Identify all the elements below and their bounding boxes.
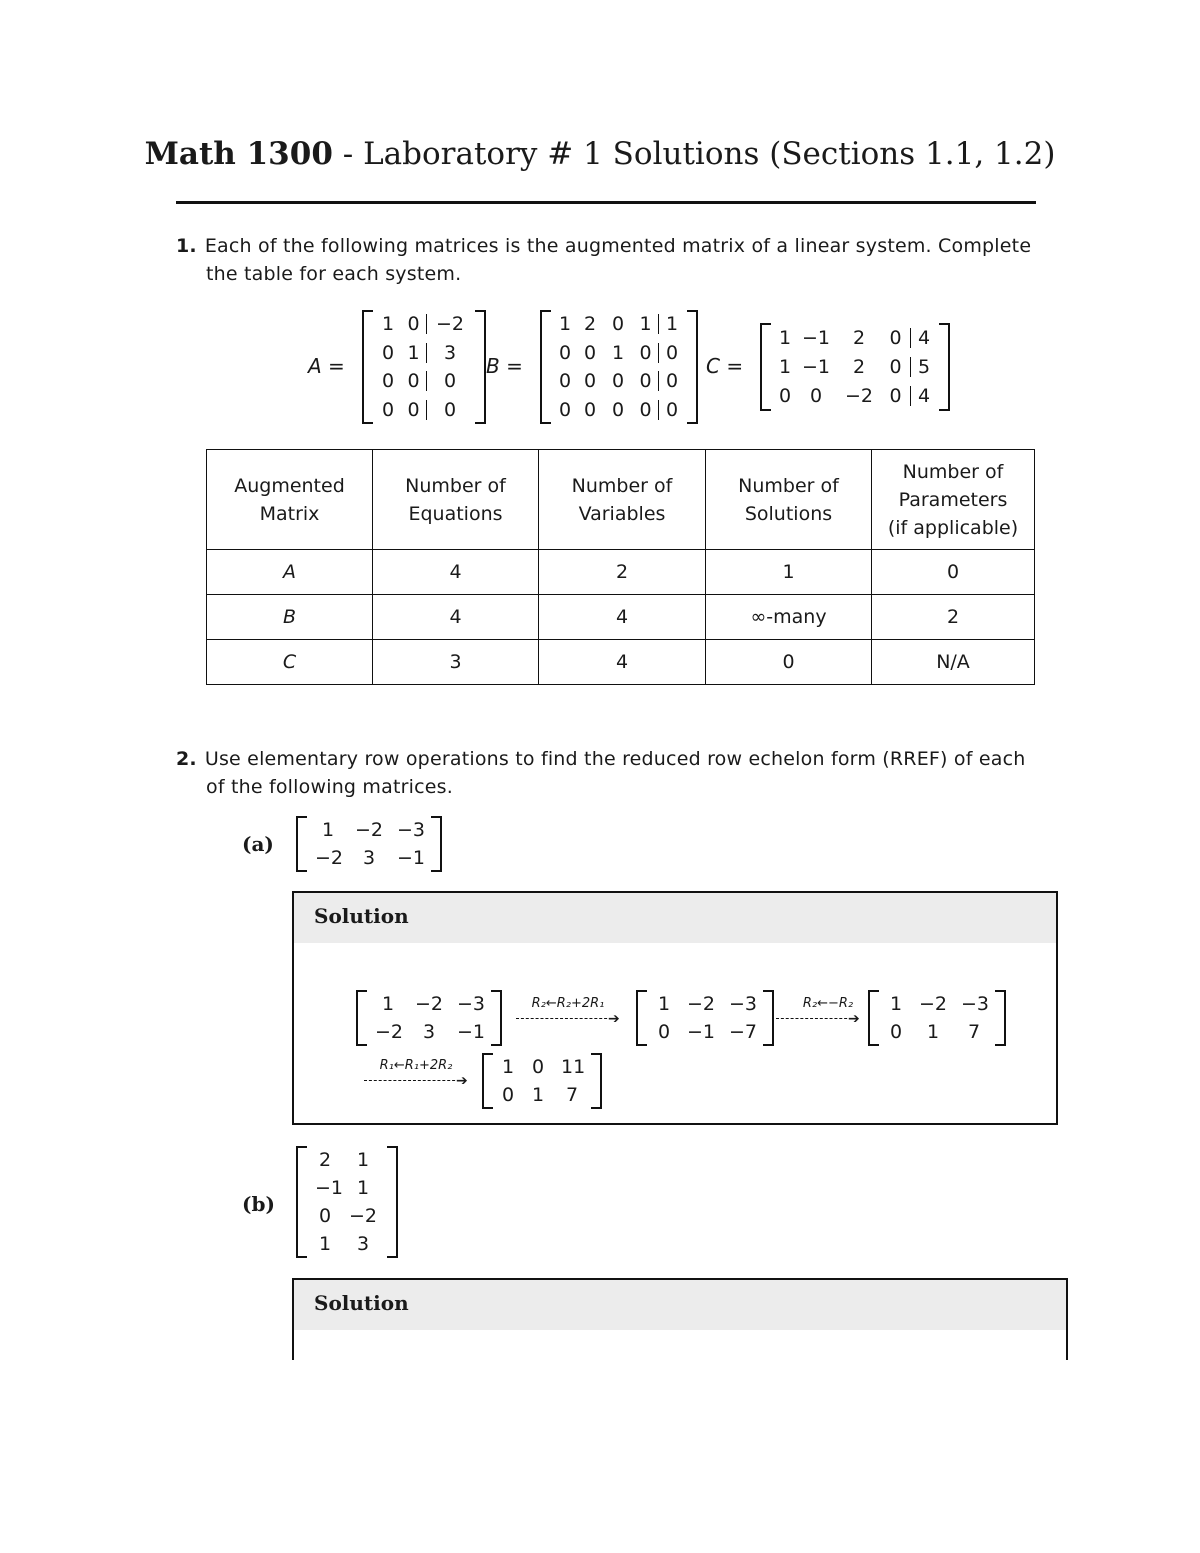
solution-box-b: [292, 1278, 1068, 1360]
matrix-entry: 0: [881, 386, 911, 406]
matrix-entry: 7: [565, 1084, 579, 1106]
solution-a-matrix-start: [356, 990, 502, 1046]
matrix-entry: 0: [401, 314, 427, 334]
matrix-entry: −3: [457, 993, 486, 1015]
matrix-entry: −2: [354, 819, 383, 841]
matrix-entry: 0: [611, 370, 625, 393]
matrix-entry: −2: [686, 993, 715, 1015]
matrix-entry: 0: [381, 370, 395, 393]
table-cell: B: [207, 595, 373, 640]
solution-a-matrix-rref: [482, 1053, 602, 1109]
matrix-entry: 11: [561, 1056, 586, 1078]
matrix-entry: 1: [531, 1084, 545, 1106]
matrix-entry: 3: [362, 847, 376, 869]
matrix-entry: 0: [401, 371, 427, 391]
table-cell: 4: [539, 595, 706, 640]
row-op-arrow-2: R₂←−R₂ ➔: [774, 996, 882, 1036]
matrix-entry: 0: [583, 370, 597, 393]
matrix-entry: 5: [917, 355, 931, 378]
matrix-entry: 1: [318, 1233, 332, 1255]
table-cell: 4: [373, 595, 539, 640]
matrix-entry: −1: [457, 1021, 486, 1043]
matrix-entry: 2: [852, 326, 866, 349]
question-2: [176, 745, 1076, 801]
question-1-text-line2: the table for each system.: [206, 263, 462, 285]
matrix-entry: 0: [583, 398, 597, 421]
part-a-label: (a): [242, 832, 274, 856]
table-cell: 2: [539, 550, 706, 595]
matrix-entry: −2: [315, 847, 344, 869]
matrix-entry: 1: [665, 313, 679, 336]
matrix-entry: −2: [844, 385, 873, 408]
matrix-a: [362, 310, 486, 424]
part-b-matrix: [296, 1146, 398, 1258]
matrix-entry: 1: [356, 1149, 370, 1171]
matrix-entry: 0: [381, 341, 395, 364]
question-1-text-line1: Each of the following matrices is the augmented matrix of a linear system. Complete: [204, 235, 1032, 257]
matrix-entry: 0: [443, 370, 457, 393]
title-subtitle: - Laboratory # 1 Solutions (Sections 1.1, 1.2): [332, 136, 1056, 172]
question-2-text-line2: of the following matrices.: [206, 776, 453, 798]
table-header-row: [207, 450, 1035, 550]
matrix-entry: 3: [356, 1233, 370, 1255]
matrix-entry: 0: [633, 371, 659, 391]
table-cell: 4: [539, 640, 706, 685]
matrix-c-label: C =: [706, 354, 744, 378]
matrix-entry: 2: [852, 355, 866, 378]
matrix-entry: 2: [318, 1149, 332, 1171]
question-1-number: 1.: [176, 235, 197, 257]
matrix-entry: 1: [633, 314, 659, 334]
matrix-entry: 0: [501, 1084, 515, 1106]
header-number-of-equations: Number of Equations: [373, 450, 539, 550]
matrix-b-label: B =: [486, 354, 523, 378]
matrix-entry: 1: [381, 313, 395, 336]
matrix-entry: −2: [435, 313, 464, 336]
matrix-entry: 1: [779, 326, 792, 349]
table-cell: ∞-many: [706, 595, 872, 640]
header-number-of-parameters: Number of Parameters (if applicable): [872, 450, 1035, 550]
matrix-entry: 0: [665, 370, 679, 393]
matrix-entry: −3: [729, 993, 758, 1015]
table-cell: A: [207, 550, 373, 595]
solution-a-title: Solution: [294, 893, 1056, 943]
matrix-entry: −1: [686, 1021, 715, 1043]
row-op-label-3: R₁←R₁+2R₂: [379, 1058, 453, 1073]
matrix-entry: 1: [356, 1177, 370, 1199]
matrix-entry: 1: [657, 993, 671, 1015]
row-op-label-2: R₂←−R₂: [802, 996, 854, 1011]
matrix-entry: 1: [559, 313, 572, 336]
matrix-entry: 0: [559, 370, 572, 393]
matrix-entry: 7: [967, 1021, 981, 1043]
question-1: [176, 232, 1076, 288]
row-op-arrow-3: R₁←R₁+2R₂ ➔: [362, 1058, 470, 1098]
matrix-entry: 0: [633, 343, 659, 363]
matrix-entry: 3: [443, 341, 457, 364]
matrix-entry: 1: [401, 343, 427, 363]
matrix-entry: −1: [397, 847, 426, 869]
summary-table: [206, 449, 1035, 685]
matrix-entry: 0: [381, 398, 395, 421]
matrix-entry: −1: [801, 355, 830, 378]
matrix-entry: 0: [443, 398, 457, 421]
matrix-entry: 1: [889, 993, 903, 1015]
matrix-entry: 0: [633, 400, 659, 420]
matrix-entry: 0: [881, 357, 911, 377]
table-cell: C: [207, 640, 373, 685]
matrix-entry: −3: [397, 819, 426, 841]
matrix-entry: 0: [657, 1021, 671, 1043]
matrix-entry: 0: [665, 341, 679, 364]
matrix-entry: 0: [809, 385, 823, 408]
header-number-of-solutions: Number of Solutions: [706, 450, 872, 550]
matrix-entry: 2: [583, 313, 597, 336]
matrix-entry: 0: [531, 1056, 545, 1078]
matrix-entry: 1: [501, 1056, 515, 1078]
matrix-entry: 4: [917, 326, 931, 349]
matrix-entry: 0: [559, 341, 572, 364]
title-divider: [176, 201, 1036, 204]
matrix-entry: −7: [729, 1021, 758, 1043]
matrix-entry: −1: [315, 1177, 344, 1199]
matrix-entry: 0: [665, 398, 679, 421]
table-cell: 2: [872, 595, 1035, 640]
table-row: [207, 640, 1035, 685]
solution-a-matrix-step1: [636, 990, 774, 1046]
solution-a-matrix-step2: [868, 990, 1006, 1046]
matrix-entry: −2: [375, 1021, 404, 1043]
matrix-c: [760, 323, 950, 411]
matrix-entry: −2: [348, 1205, 377, 1227]
matrix-b: [540, 310, 698, 424]
part-b-label: (b): [242, 1192, 275, 1216]
matrix-entry: 1: [321, 819, 335, 841]
row-op-arrow-1: R₂←R₂+2R₁ ➔: [514, 996, 622, 1036]
table-cell: N/A: [872, 640, 1035, 685]
matrix-entry: 3: [422, 1021, 436, 1043]
matrix-entry: −2: [918, 993, 947, 1015]
matrix-entry: 0: [881, 328, 911, 348]
part-a-matrix: [296, 816, 442, 872]
matrix-a-label: A =: [308, 354, 345, 378]
header-number-of-variables: Number of Variables: [539, 450, 706, 550]
header-augmented-matrix: Augmented Matrix: [207, 450, 373, 550]
matrix-entry: 4: [917, 385, 931, 408]
question-2-number: 2.: [176, 748, 197, 770]
row-op-label-1: R₂←R₂+2R₁: [531, 996, 605, 1011]
table-cell: 1: [706, 550, 872, 595]
matrix-entry: −2: [414, 993, 443, 1015]
course-name: Math 1300: [144, 136, 333, 172]
matrix-entry: 0: [583, 341, 597, 364]
solution-b-title: Solution: [294, 1280, 1066, 1330]
table-row: [207, 550, 1035, 595]
matrix-entry: 0: [318, 1205, 332, 1227]
matrix-entry: 1: [381, 993, 395, 1015]
matrix-entry: 0: [401, 400, 427, 420]
matrix-entry: 0: [559, 398, 572, 421]
matrix-entry: 1: [779, 355, 792, 378]
matrix-entry: 1: [611, 341, 625, 364]
table-cell: 3: [373, 640, 539, 685]
matrix-entry: 0: [611, 313, 625, 336]
table-cell: 0: [872, 550, 1035, 595]
matrix-entry: 0: [779, 385, 792, 408]
table-cell: 0: [706, 640, 872, 685]
matrix-entry: −1: [801, 326, 830, 349]
table-row: [207, 595, 1035, 640]
matrix-entry: −3: [961, 993, 990, 1015]
matrix-entry: 0: [889, 1021, 903, 1043]
table-cell: 4: [373, 550, 539, 595]
question-2-text-line1: Use elementary row operations to find the reduced row echelon form (RREF) of each: [204, 748, 1026, 770]
page-title: [0, 136, 1200, 172]
matrix-entry: 1: [926, 1021, 940, 1043]
matrix-entry: 0: [611, 398, 625, 421]
